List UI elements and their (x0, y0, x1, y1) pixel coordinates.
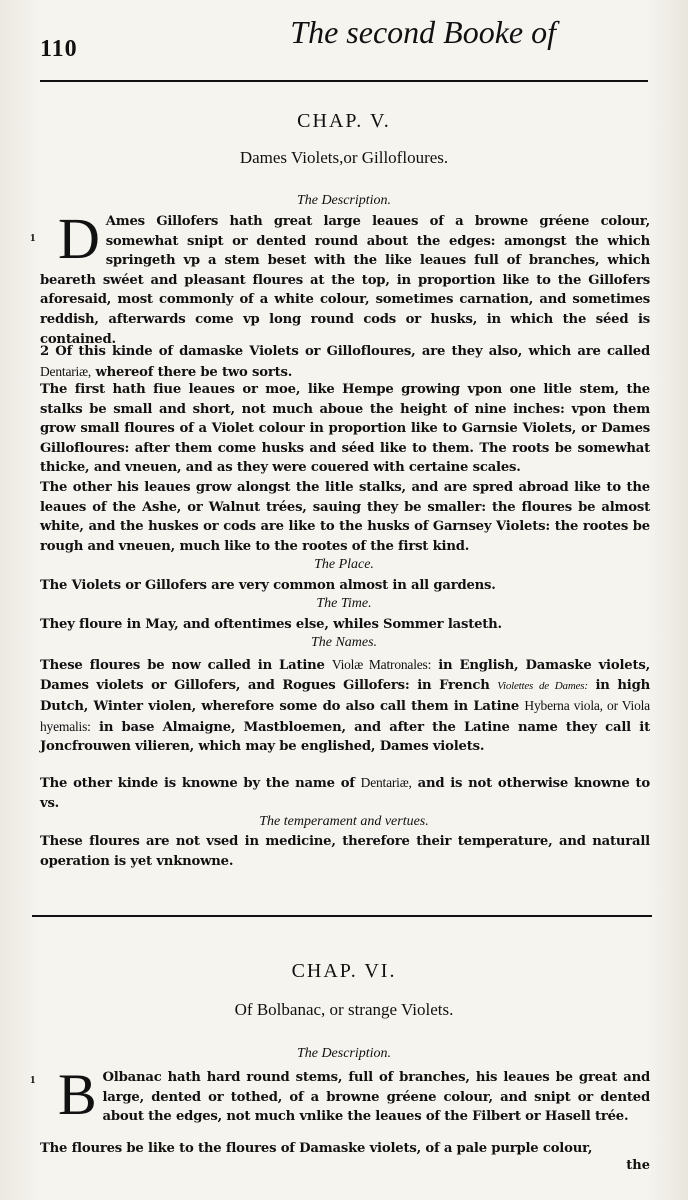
place-heading: The Place. (314, 557, 374, 572)
chapter-5-description-heading: The Description. (296, 193, 392, 208)
chapter-5-description-para-2: 2 Of this kinde of damaske Violets or Gillofloures, are they also, which are called Dentariæ, whereof there be two sorts. (40, 344, 650, 380)
drop-cap-ch6: B (58, 1062, 97, 1127)
chapter-6-description-heading: The Description. (296, 1046, 392, 1061)
catchword: the (626, 1158, 650, 1173)
drop-cap: D (58, 206, 100, 271)
header-rule (40, 80, 648, 82)
chapter-6-description-para-2: The floures be like to the floures of Damaske violets, of a pale purple colour, (40, 1141, 593, 1156)
chapter-5-description-para-3: The first hath fiue leaues or moe, like Hempe growing vpon one litle stem, the stalks be small and short, not much aboue the height of nine inches: vpon them grow small floures of a Violet colour in proportion like to Garnsie Violets, or Dames Gillofloures: after them come husks and séed like to them. The roots be somewhat thicke, and vneuen, and as they were couered with certaine scales. (40, 382, 650, 476)
temperament-text: These floures are not vsed in medicine, therefore their temperature, and naturall operation is yet vnknowne. (40, 834, 650, 869)
place-text: The Violets or Gillofers are very common almost in all gardens. (40, 578, 496, 593)
page-number: 110 (40, 36, 78, 62)
running-head (40, 8, 648, 64)
names-heading: The Names. (310, 635, 378, 650)
chapter-divider-rule (32, 915, 652, 917)
temperament-heading: The temperament and vertues. (259, 814, 429, 829)
time-heading: The Time. (316, 596, 372, 611)
time-text: They floure in May, and oftentimes else, whiles Sommer lasteth. (40, 617, 502, 632)
chapter-5-description-para-4: The other his leaues grow alongst the litle stalks, and are spred abroad like to the leaues of the Ashe, or Walnut trées, sauing they be smaller: the floures be almost white, and the huskes or cods are like to the husks of Garnsey Violets: the rootes be rough and vneuen, much like to the rootes of the first kind. (40, 480, 650, 554)
chapter-6-description-para-1: B Olbanac hath hard round stems, full of branches, his leaues be great and large, dented or tothed, of a browne gréene colour, and snipt or dented about the edges, not much vnlike the leaues of the Filbert or Hasell trée. (58, 1062, 650, 1127)
chapter-6-title: Of Bolbanac, or strange Violets. (234, 1000, 454, 1019)
chapter-5-heading: CHAP. V. (297, 110, 391, 132)
running-title: The second Booke of (290, 14, 556, 50)
chapter-6-heading: CHAP. VI. (291, 960, 397, 982)
chapter-5-title: Dames Violets,or Gillofloures. (239, 148, 449, 167)
paragraph-marker-ch6: 1 (30, 1074, 36, 1086)
names-text-2: The other kinde is knowne by the name of Dentariæ, and is not otherwise knowne to vs. (40, 775, 650, 811)
paragraph-marker: 1 (30, 232, 36, 244)
chapter-5-description-para-1: D Ames Gillofers hath great large leaues of a browne gréene colour, somewhat snipt or dented round about the edges: amongst the which springeth vp a stem beset with the like leaues full of branches, which beareth swéet and pleasant floures at the top, in proportion like to the Gillofers aforesaid, most commonly of a white colour, sometimes carnation, and sometimes reddish, afterwards come vp long round cods or husks, in which the séed is contained. (40, 206, 650, 347)
names-text: These floures be now called in Latine Violæ Matronales: in English, Damaske violets, Dames violets or Gillofers, and Rogues Gillofers: in French Violettes de Dames: in high Dutch, Winter violen, wherefore some do also call them in Latine Hyberna viola, or Viola hyemalis: in base Almaigne, Mastbloemen, and after the Latine name they call it Joncfrouwen vilieren, which may be englished, Dames violets. (40, 657, 650, 755)
